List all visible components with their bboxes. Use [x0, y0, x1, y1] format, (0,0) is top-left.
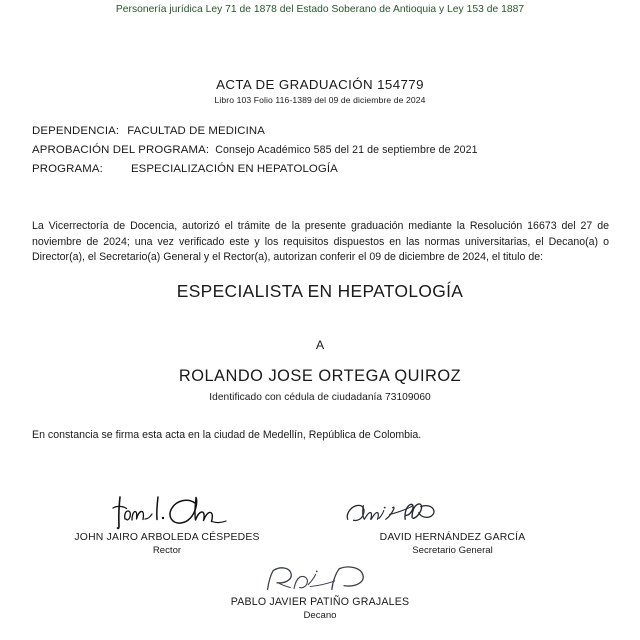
field-dependencia — [32, 122, 608, 141]
field-programa-value: ESPECIALIZACIÓN EN HEPATOLOGÍA — [130, 163, 338, 175]
awarded-degree-title: ESPECIALISTA EN HEPATOLOGÍA — [176, 281, 464, 301]
field-list — [32, 122, 608, 179]
legal-header-text: Personería jurídica Ley 71 de 1878 del Estado Soberano de Antioquia y Ley 153 de 1887 — [115, 4, 525, 15]
field-aprobacion-value: Consejo Académico 585 del 21 de septiembre de 2021 — [215, 144, 478, 156]
signature-role: Rector — [152, 545, 182, 556]
field-dependencia-label: DEPENDENCIA: — [32, 125, 120, 137]
graduate-name: ROLANDO JOSE ORTEGA QUIROZ — [178, 367, 462, 385]
signature-role: Decano — [303, 610, 337, 621]
signature-block-decano — [185, 562, 455, 623]
field-aprobacion-label: APROBACIÓN DEL PROGRAMA: — [32, 144, 210, 156]
connector-word: A — [315, 338, 325, 352]
signature-block-rector — [42, 493, 292, 558]
signature-block-secretario — [325, 493, 580, 558]
handwritten-signature-icon — [258, 562, 382, 596]
field-programa-label: PROGRAMA: — [32, 163, 103, 175]
acta-subtitle: Libro 103 Folio 116-1389 del 09 de diciembre de 2024 — [214, 95, 426, 105]
field-aprobacion — [32, 141, 608, 160]
field-dependencia-value: FACULTAD DE MEDICINA — [127, 125, 265, 137]
signature-name: DAVID HERNÁNDEZ GARCÍA — [379, 532, 526, 543]
signature-name: JOHN JAIRO ARBOLEDA CÉSPEDES — [74, 532, 260, 543]
constancia-text: En constancia se firma esta acta en la ciudad de Medellín, República de Colombia. — [32, 429, 422, 441]
body-paragraph: La Vicerrectoría de Docencia, autorizó el trámite de la presente graduación mediante la Resolución 16673 del 27 de noviembre de 2024; una vez verificado este y los requisitos dispuestos en las normas universitarias, el Decano(a) o Director(a), el Secretario(a) General y el Rector(a), autorizan conferir el 09 de diciembre de 2024, el titulo de: — [32, 220, 609, 264]
field-programa — [32, 160, 608, 179]
handwritten-signature-icon — [339, 493, 451, 531]
signature-role: Secretario General — [412, 545, 493, 556]
graduate-id-line: Identificado con cédula de ciudadanía 73109060 — [209, 392, 431, 403]
handwritten-signature-icon — [102, 493, 232, 531]
signature-name: PABLO JAVIER PATIÑO GRAJALES — [230, 596, 410, 608]
page-title: ACTA DE GRADUACIÓN 154779 — [216, 77, 424, 92]
